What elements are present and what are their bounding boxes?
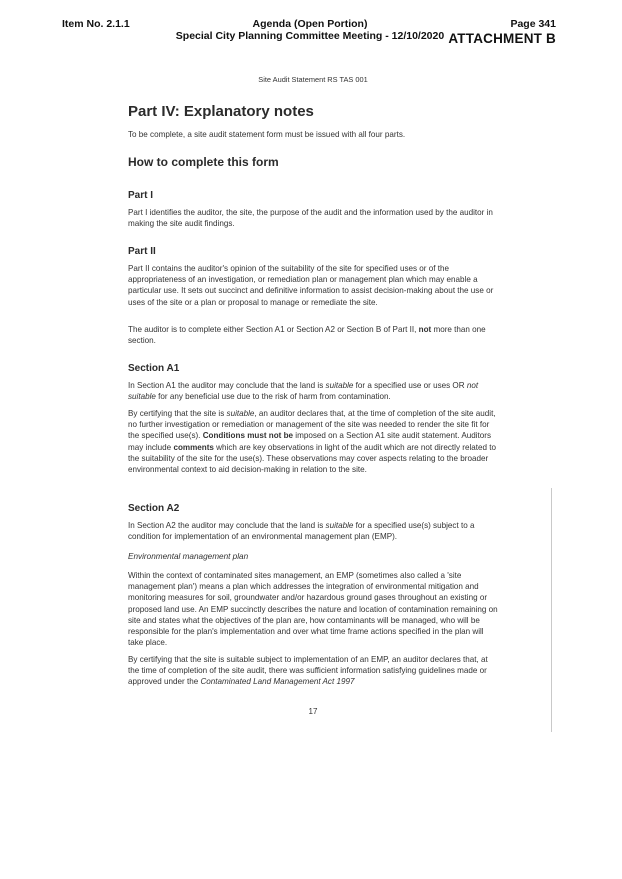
section-a1-heading: Section A1 — [128, 363, 180, 374]
part2-heading: Part II — [128, 246, 156, 257]
attachment-label: ATTACHMENT B — [448, 31, 556, 46]
section-a2-para1: In Section A2 the auditor may conclude that the land is suitable for a specified use(s) subject to a condition for implementation of an environmental management plan (EMP). — [128, 521, 475, 542]
emp-para2: By certifying that the site is suitable subject to implementation of an EMP, an auditor declares that, at the time of completion of the site audit, there was sufficient information satisfying guidelines made or approved under the Contaminated Land Management Act 1997 — [128, 655, 488, 687]
scan-edge-line — [551, 488, 552, 732]
emp-heading: Environmental management plan — [128, 552, 249, 561]
running-header: Site Audit Statement RS TAS 001 — [258, 75, 368, 84]
agenda-line-2: Special City Planning Committee Meeting - 12/10/2020 — [175, 30, 445, 42]
section-a2-heading: Section A2 — [128, 503, 180, 514]
emp-para1: Within the context of contaminated sites management, an EMP (sometimes also called a 'site management plan') means a plan which addresses the integration of environmental mitigation and monitoring measures for soil, groundwater and/or hazardous ground gases throughout an existing or proposed land use. An EMP succinctly describes the nature and location of contamination remaining on site and states what the objectives of the plan are, how contaminants will be managed, who will be responsible for the plan's implementation and over what time frame actions specified in the plan will take place. — [128, 571, 498, 648]
agenda-line-1: Agenda (Open Portion) — [252, 18, 368, 30]
part1-text: Part I identifies the auditor, the site, the purpose of the audit and the information used by the auditor in making the site audit findings. — [128, 208, 493, 229]
part2-note: The auditor is to complete either Section A1 or Section A2 or Section B of Part II, not more than one section. — [128, 325, 486, 346]
intro-text: To be complete, a site audit statement form must be issued with all four parts. — [128, 130, 406, 139]
page-number: 17 — [308, 707, 318, 716]
page-label: Page 341 — [510, 18, 556, 30]
agenda-title — [160, 18, 460, 42]
item-number: Item No. 2.1.1 — [62, 18, 130, 30]
part2-text: Part II contains the auditor's opinion of the suitability of the site for specified uses or of the appropriateness of an investigation, or remediation plan or management plan which may enable a particular use. It sets out succinct and definitive information to assist decision-making about the use or uses of the site or a plan or proposal to manage or remediate the site. — [128, 264, 494, 307]
page-title: Part IV: Explanatory notes — [128, 103, 314, 120]
how-heading: How to complete this form — [128, 155, 279, 169]
part1-heading: Part I — [128, 190, 154, 201]
section-a1-para1: In Section A1 the auditor may conclude that the land is suitable for a specified use or uses OR not suitable for any beneficial use due to the risk of harm from contamination. — [128, 381, 479, 402]
section-a1-para2: By certifying that the site is suitable, an auditor declares that, at the time of completion of the site audit, no further investigation or remediation or management of the site was needed to render the site fit for the specified use(s). Conditions must not be imposed on a Section A1 site audit statement. Auditors may include comments which are key observations in light of the audit which are not directly related to the suitability of the site for the use(s). These observations may cover aspects relating to the broader environmental context to aid decision-making in relation to the site. — [128, 409, 497, 475]
